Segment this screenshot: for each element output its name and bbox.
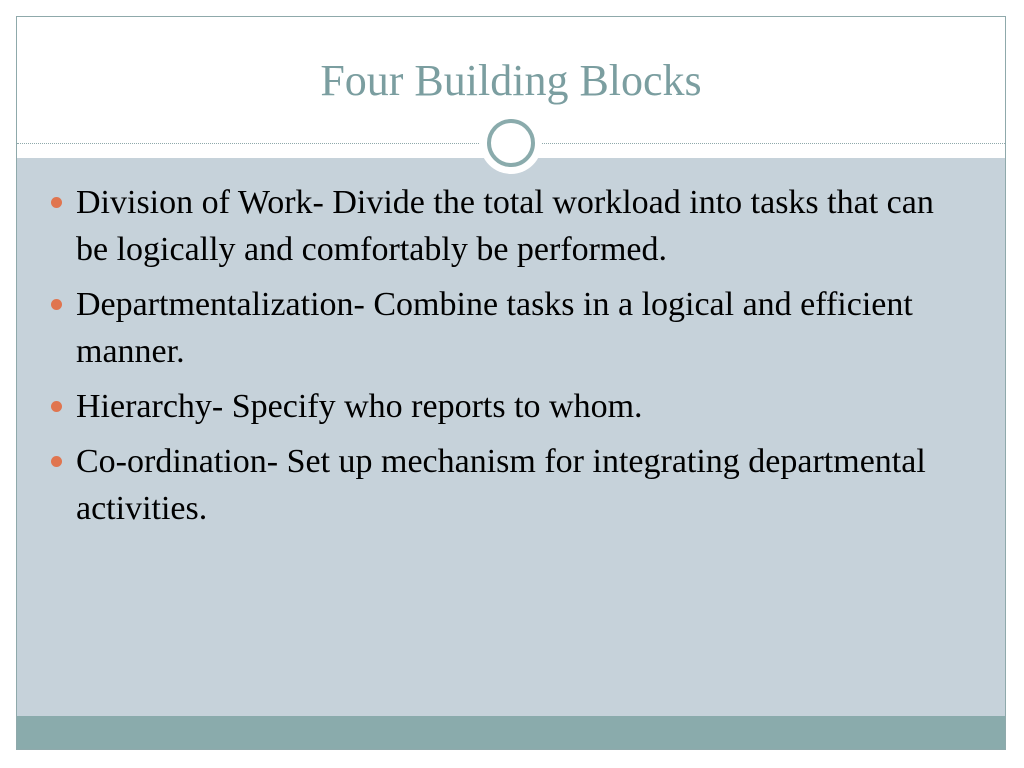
bullet-dot-icon (51, 299, 62, 310)
bullet-dot-icon (51, 456, 62, 467)
bullet-item (47, 179, 967, 273)
bullet-text: Departmentalization- Combine tasks in a logical and efficient manner. (76, 286, 913, 370)
bullet-list (47, 179, 967, 540)
slide (16, 16, 1006, 750)
bullet-dot-icon (51, 197, 62, 208)
bullet-text: Hierarchy- Specify who reports to whom. (76, 388, 643, 425)
bullet-item (47, 438, 967, 532)
bullet-dot-icon (51, 401, 62, 412)
bullet-text: Co-ordination- Set up mechanism for integrating departmental activities. (76, 443, 926, 527)
bullet-text: Division of Work- Divide the total workload into tasks that can be logically and comfortably be performed. (76, 184, 934, 268)
bullet-item (47, 281, 967, 375)
slide-title: Four Building Blocks (320, 56, 702, 105)
footer-accent-bar (17, 716, 1005, 750)
ring-icon (487, 119, 535, 167)
bullet-item (47, 383, 967, 430)
circle-ornament-icon (480, 112, 542, 174)
